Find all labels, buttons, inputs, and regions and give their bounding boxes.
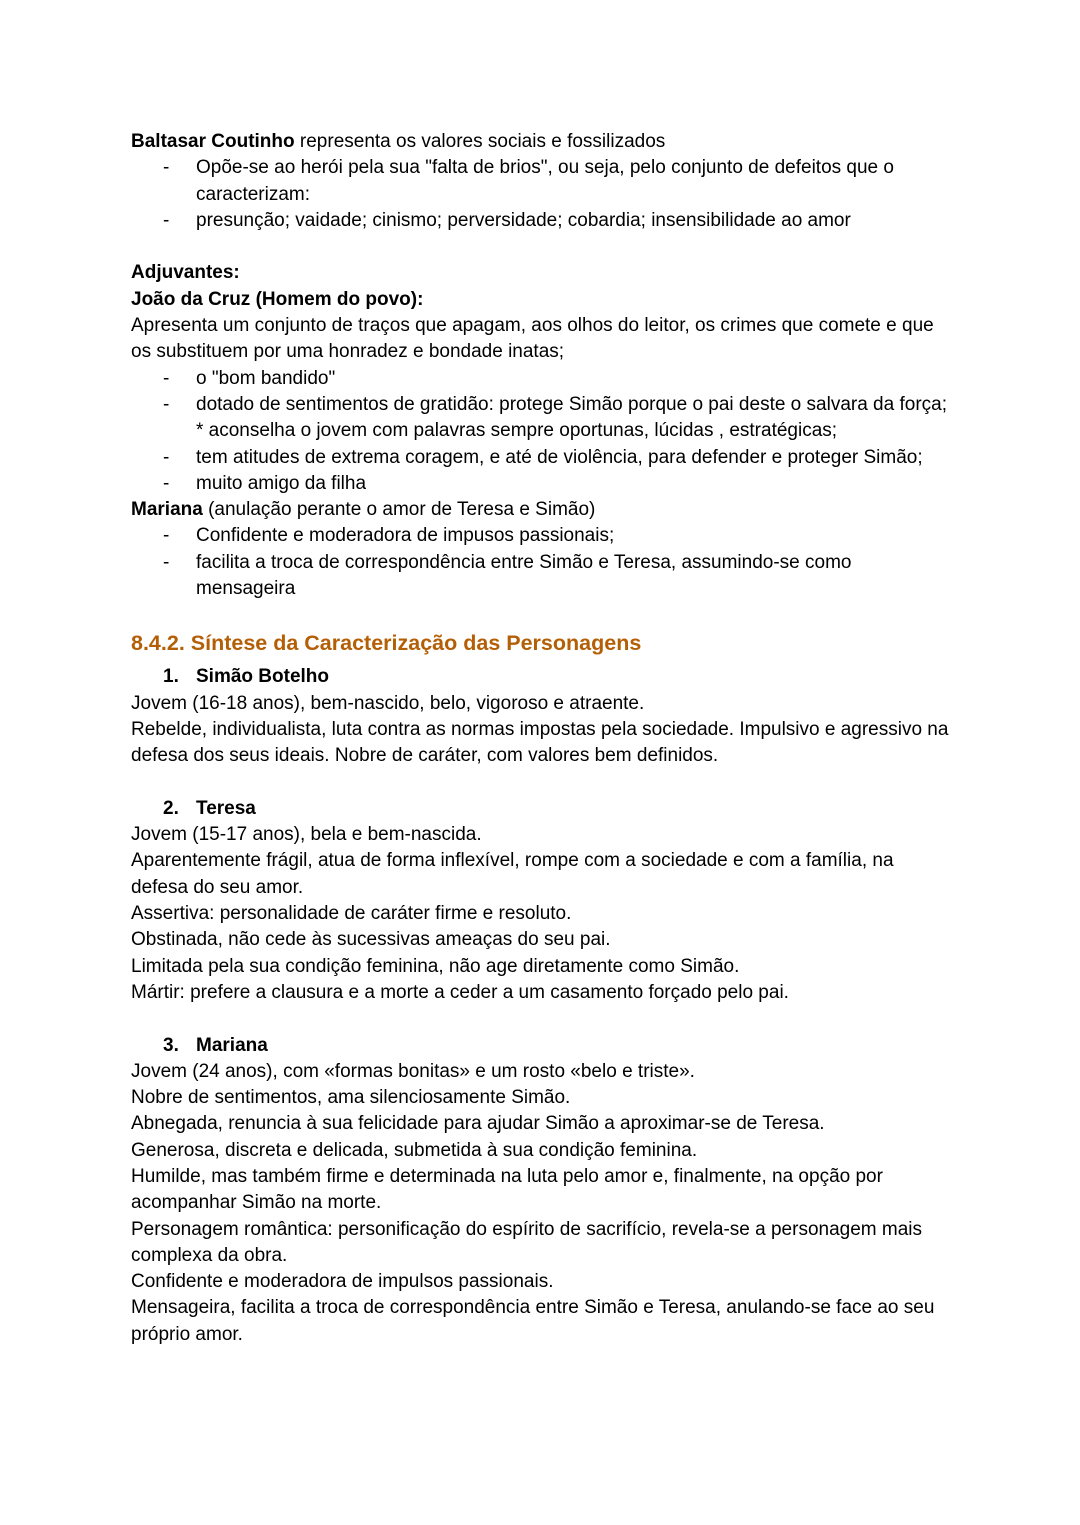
dash-bullet-icon: -	[163, 446, 170, 468]
mariana-name: Mariana	[131, 499, 203, 521]
list-item: - muito amigo da filha	[131, 471, 951, 497]
dash-bullet-icon: -	[163, 472, 170, 494]
adjuvantes-heading: Adjuvantes:	[131, 262, 240, 284]
character-name: Teresa	[196, 797, 256, 819]
list-number: 3.	[163, 1034, 179, 1056]
dash-bullet-icon: -	[163, 367, 170, 389]
character-line: Confidente e moderadora de impulsos passionais.	[131, 1271, 554, 1293]
mariana-adjuvante-intro	[131, 497, 951, 523]
list-item: - facilita a troca de correspondência entre Simão e Teresa, assumindo-se como mensageira	[163, 551, 852, 600]
character-heading-simao	[131, 664, 951, 690]
baltasar-name: Baltasar Coutinho	[131, 131, 295, 152]
list-item: - Confidente e moderadora de impusos passionais;	[131, 523, 951, 549]
joao-bullet-list	[131, 366, 951, 497]
character-line: Mensageira, facilita a troca de correspondência entre Simão e Teresa, anulando-se face ao seu próprio amor.	[131, 1297, 935, 1345]
character-line: Mártir: prefere a clausura e a morte a ceder a um casamento forçado pelo pai.	[131, 981, 789, 1003]
character-line: Jovem (16-18 anos), bem-nascido, belo, vigoroso e atraente.	[131, 692, 645, 714]
character-name: Simão Botelho	[196, 666, 330, 688]
list-item: - tem atitudes de extrema coragem, e até de violência, para defender e proteger Simão;	[131, 445, 951, 471]
joao-heading: João da Cruz (Homem do povo):	[131, 288, 424, 310]
character-line: Aparentemente frágil, atua de forma inflexível, rompe com a sociedade e com a família, na defesa do seu amor.	[131, 850, 894, 898]
spacer	[131, 770, 951, 796]
character-line: Generosa, discreta e delicada, submetida à sua condição feminina.	[131, 1139, 698, 1161]
list-item: - o "bom bandido"	[131, 366, 951, 392]
baltasar-intro-text: representa os valores sociais e fossilizados	[294, 131, 666, 152]
list-item: - Opõe-se ao herói pela sua "falta de brios", ou seja, pelo conjunto de defeitos que o caracterizam:	[163, 157, 894, 205]
character-line: Assertiva: personalidade de caráter firme e resoluto.	[131, 903, 572, 925]
character-line: Jovem (24 anos), com «formas bonitas» e um rosto «belo e triste».	[131, 1060, 695, 1082]
character-line: Personagem romântica: personificação do espírito de sacrifício, revela-se a personagem mais complexa da obra.	[131, 1218, 922, 1266]
list-number: 2.	[163, 797, 179, 819]
mariana-bullet-list	[131, 523, 951, 602]
character-line: Nobre de sentimentos, ama silenciosamente Simão.	[131, 1087, 571, 1109]
dash-bullet-icon: -	[163, 157, 170, 179]
spacer	[131, 602, 951, 616]
spacer	[131, 234, 951, 260]
dash-bullet-icon: -	[163, 393, 170, 415]
character-heading-mariana	[131, 1033, 951, 1059]
dash-bullet-icon: -	[163, 209, 170, 231]
character-line: Rebelde, individualista, luta contra as normas impostas pela sociedade. Impulsivo e agressivo na defesa dos seus ideais. Nobre de caráter, com valores bem definidos.	[131, 718, 949, 767]
spacer	[131, 1006, 951, 1032]
character-line: Abnegada, renuncia à sua felicidade para ajudar Simão a aproximar-se de Teresa.	[131, 1113, 825, 1135]
character-line: Jovem (15-17 anos), bela e bem-nascida.	[131, 824, 482, 846]
baltasar-intro	[131, 129, 951, 155]
dash-bullet-icon: -	[163, 525, 170, 547]
list-number: 1.	[163, 666, 179, 688]
character-name: Mariana	[196, 1034, 268, 1056]
character-line: Humilde, mas também firme e determinada na luta pelo amor e, finalmente, na opção por acompanhar Simão na morte.	[131, 1165, 883, 1214]
section-heading: 8.4.2. Síntese da Caracterização das Personagens	[131, 631, 642, 656]
character-line: Obstinada, não cede às sucessivas ameaças do seu pai.	[131, 929, 611, 951]
document-page	[131, 129, 951, 1348]
joao-intro: Apresenta um conjunto de traços que apagam, aos olhos do leitor, os crimes que comete e que os substituem por uma honradez e bondade inatas;	[131, 315, 934, 363]
dash-bullet-icon: -	[163, 551, 170, 573]
baltasar-bullet-list	[131, 155, 951, 234]
character-heading-teresa	[131, 796, 951, 822]
list-item: - presunção; vaidade; cinismo; perversidade; cobardia; insensibilidade ao amor	[131, 208, 951, 234]
list-item: - dotado de sentimentos de gratidão: protege Simão porque o pai deste o salvara da força; * aconselha o jovem com palavras sempre oportunas, lúcidas , estratégicas;	[163, 393, 947, 442]
mariana-intro-text: (anulação perante o amor de Teresa e Simão)	[202, 499, 596, 521]
character-line: Limitada pela sua condição feminina, não age diretamente como Simão.	[131, 955, 740, 977]
